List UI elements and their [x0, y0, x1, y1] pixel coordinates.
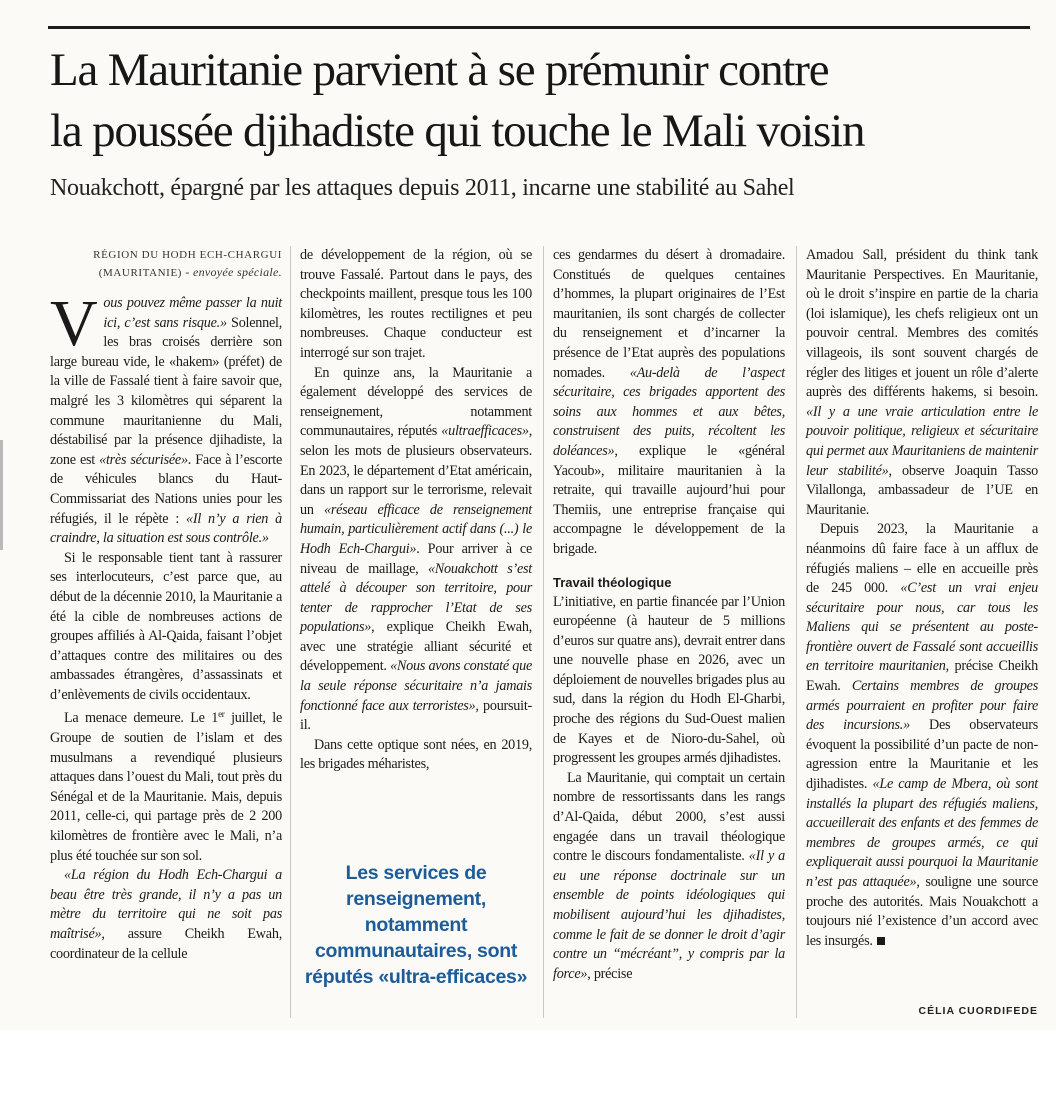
paragraph — [806, 520, 1038, 951]
title-line-1: La Mauritanie parvient à se prémunir contre — [50, 44, 829, 96]
text-run: ces gendarmes du désert à dromadaire. Constitués de quelques centaines d’hommes, la plupart originaires de l’Est mauritanien, ils sont chargés de collecter du renseignement et d’incarner la présence de l’Etat auprès des populations nomades. — [553, 247, 785, 381]
drop-cap: V — [50, 287, 98, 360]
quote-run: «très sécurisée» — [99, 451, 188, 468]
paragraph — [553, 593, 785, 769]
column-divider — [290, 246, 291, 1018]
paragraph — [300, 246, 532, 364]
end-mark — [877, 937, 885, 945]
text-run: , explique le «général Yacoub», militaire mauritanien à la retraite, qui travaille aujourd’hui pour Themiis, une entreprise française qui accompagne le développement de la brigade. — [553, 442, 785, 557]
dateline: RÉGION DU HODH ECH-CHARGUI (MAURITANIE) - envoyée spéciale. — [93, 249, 282, 279]
paragraph — [50, 287, 282, 549]
superscript: er — [218, 709, 225, 720]
quote-run: «La région du Hodh Ech-Chargui a beau être très grande, il n’y a pas un mètre du territoire qui ne soit pas maîtrisé» — [50, 867, 282, 942]
quote-run: «Nous avons constaté que la seule réponse sécuritaire n’a jamais fonctionné face aux terroristes» — [300, 658, 533, 714]
section-subhead: Travail théologique — [553, 574, 672, 590]
dateline-country: (MAURITANIE) — [98, 267, 183, 279]
byline: CÉLIA CUORDIFEDE — [918, 1005, 1038, 1017]
article-subtitle: Nouakchott, épargné par les attaques depuis 2011, incarne une stabilité au Sahel — [50, 175, 795, 201]
text-run: Des observateurs évoquent la possibilité d’un pacte de non-agression entre la Mauritanie et les djihadistes. — [806, 717, 1039, 793]
text-run: , souligne une source proche des autorités. Mais Nouakchott a toujours nié l’existence d’un accord avec les insurgés. — [806, 874, 1039, 949]
paragraph — [300, 364, 532, 736]
text-run: de développement de la région, où se trouve Fassalé. Partout dans le pays, des checkpoints maillent, presque tous les 100 kilomètres, les routes rectilignes et peu nombreuses. Chaque conducteur est interrogé sur son trajet. — [300, 247, 532, 361]
quote-run: «Au-delà de l’aspect sécuritaire, ces brigades apportent des soins aux hommes et aux bêtes, construisent des puits, récoltent les doléances» — [553, 364, 785, 459]
paragraph — [553, 246, 785, 560]
paragraph — [300, 736, 532, 775]
text-run: Depuis 2023, la Mauritanie a néanmoins dû faire face à un afflux de réfugiés maliens – elle en accueille près de 245 000. — [806, 521, 1038, 597]
quote-run: «Il y a une vraie articulation entre le pouvoir politique, religieux et sécuritaire qui permet aux Mauritaniens de maintenir leur stabilité» — [806, 403, 1038, 479]
paragraph — [806, 246, 1038, 520]
article-title — [50, 40, 1040, 162]
quote-run: «Le camp de Mbera, où sont installés la plupart des réfugiés maliens, accueillerait des enfants et des femmes de membres de groupes armés, ce qui expliquerait aussi pourquoi la Mauritanie n’est pas attaquée» — [806, 776, 1038, 890]
column-1 — [50, 246, 282, 964]
text-run: La menace demeure. Le 1 — [64, 710, 219, 727]
text-run: En quinze ans, la Mauritanie a également développé des services de renseignement, notamment communautaires, réputés — [300, 364, 532, 440]
text-run: , précise Cheikh Ewah. — [806, 658, 1038, 695]
text-run: L’initiative, en partie financée par l’Union européenne (à hauteur de 5 millions d’euros sur quatre ans), devrait entrer dans une nouvelle phase en 2026, avec un déploiement de nouvelles brigades plus au sud, dans la région du Hodh El-Gharbi, proche des régions du Sud-Ouest malien de Kayes et de Nioro-du-Sahel, où progressent les groupes armés djihadistes. — [553, 593, 785, 767]
text-run: , explique Cheikh Ewah, avec une stratégie alliant sécurité et développement. — [300, 619, 532, 675]
column-3 — [553, 246, 785, 984]
quote-run: «ultraefficaces» — [441, 423, 529, 440]
paragraph — [50, 549, 282, 706]
quote-run: «Nouakchott s’est attelé à découper son territoire, pour tenter de rapprocher l’Etat de ses populations» — [300, 560, 532, 636]
column-4 — [806, 246, 1038, 951]
top-rule — [48, 26, 1030, 29]
text-run: La Mauritanie, qui comptait un certain nombre de ressortissants dans les rangs d’Al-Qaida, début 2000, s’est aussi engagée dans un travail théologique contre le discours fondamentaliste. — [553, 769, 785, 865]
text-run: Solennel, les bras croisés derrière son large bureau vide, le «hakem» (préfet) de la ville de Fassalé tient à faire savoir que, malgré les 3 kilomètres qui séparent la commune mauritanienne du Mali, déstabilisé par la présence djihadiste, la zone est — [50, 314, 282, 468]
text-run: , poursuit-il. — [300, 697, 532, 734]
paragraph — [553, 769, 785, 985]
lead-quote: ous pouvez même passer la nuit ici, c’est sans risque.» — [103, 295, 282, 331]
quote-run: «Il n’y a rien à craindre, la situation est sous contrôle.» — [50, 510, 282, 547]
text-run: Si le responsable tient tant à rassurer ses interlocuteurs, c’est parce que, au début de la décennie 2010, la Mauritanie a été la cible de nombreuses actions de groupes affiliés à Al-Qaida, faisant l’objet d’attaques contre des militaires ou des ambassades étrangères, d’assassinats et d’enlèvements de civils occidentaux. — [50, 549, 282, 703]
text-run: , précise — [587, 965, 633, 982]
pull-quote: Les services de renseignement, notamment communautaires, sont réputés «ultra-efficaces» — [304, 862, 528, 988]
title-line-2: la poussée djihadiste qui touche le Mali voisin — [50, 105, 865, 157]
text-run: , selon les mots de plusieurs observateurs. En 2023, le département d’Etat américain, dans un rapport sur le terrorisme, relevait un — [300, 423, 532, 518]
quote-run: «C’est un vrai enjeu sécuritaire pour nous, car tous les Maliens qui se présentent au poste-frontière ouvert de Fassalé sont accueillis en territoire mauritanien — [806, 580, 1038, 675]
column-divider — [543, 246, 544, 1018]
page-edge-mark — [0, 440, 3, 550]
quote-run: «Il y a eu une réponse doctrinale sur un ensemble de points idéologiques qui mobilisent aujourd’hui les djihadistes, comme le fait de se donner le droit d’agir contre un “mécréant”, y compris par la force» — [553, 848, 785, 982]
text-run: , assure Cheikh Ewah, coordinateur de la cellule — [50, 926, 282, 962]
dateline-role: envoyée spéciale. — [192, 265, 282, 279]
dateline-place: RÉGION DU HODH ECH-CHARGUI — [93, 249, 282, 261]
text-run: . Pour arriver à ce niveau de maillage, — [300, 540, 532, 577]
quote-run: Certains membres de groupes armés pourraient en profiter pour faire des incursions.» — [806, 678, 1038, 734]
text-run: , observe Joaquin Tasso Vilallonga, ambassadeur de l’UE en Mauritanie. — [806, 462, 1039, 518]
column-divider — [796, 246, 797, 1018]
text-run: juillet, le Groupe de soutien de l’islam et des musulmans a revendiqué plusieurs attaques dans l’ouest du Mali, tout près du Sénégal et de la Mauritanie. Mais, depuis 2011, celle-ci, qui partage près de 2 200 kilomètres de frontière avec le Mali, n’a plus été touchée sur son sol. — [50, 710, 282, 864]
quote-run: «réseau efficace de renseignement humain, particulièrement actif dans (...) le Hodh Ech-Chargui» — [300, 501, 532, 557]
paragraph — [50, 705, 282, 866]
column-2 — [300, 246, 532, 775]
text-run: . Face à l’escorte de véhicules blancs du Haut-Commissariat des Nations unies pour les réfugiés, il le répète : — [50, 451, 282, 527]
text-run: Amadou Sall, président du think tank Mauritanie Perspectives. En Mauritanie, où le droit s’inspire en partie de la charia (loi islamique), les chefs religieux ont un pouvoir central. Membres des comités villageois, ils sont souvent chargés de régler des litiges et jouent un rôle d’alerte auprès des différents hakems, si besoin. — [806, 247, 1038, 401]
paragraph — [50, 866, 282, 964]
text-run: Dans cette optique sont nées, en 2019, les brigades méharistes, — [300, 736, 532, 773]
